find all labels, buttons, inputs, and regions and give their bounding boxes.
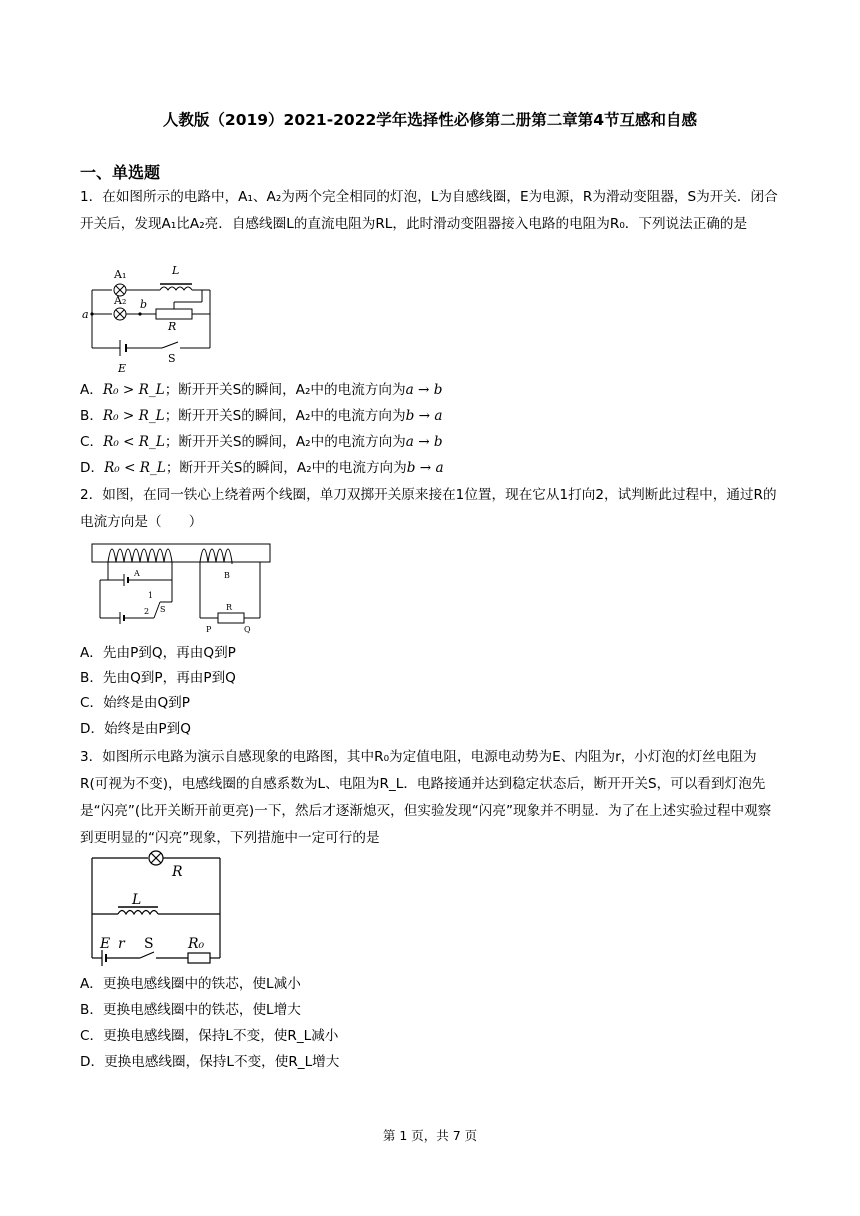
q3-option-c[interactable]: C．更换电感线圈，保持L不变，使R_L减小: [80, 1028, 339, 1044]
label-e: E: [118, 362, 127, 375]
question-number: 2．: [80, 487, 103, 503]
q2-option-c[interactable]: C．始终是由Q到P: [80, 695, 190, 711]
q2-option-d[interactable]: D．始终是由P到Q: [80, 721, 191, 737]
circuit-figure-3: [84, 848, 230, 968]
label-switch-s: S: [144, 936, 154, 952]
label-b: b: [140, 298, 148, 311]
question-stem: 如图所示电路为演示自感现象的电路图，其中R₀为定值电阻，电源电动势为E、内阻为r，小灯泡的灯丝电阻为R(可视为不变)，电感线圈的自感系数为L、电阻为R_L．电路接通并达到稳定状态后，断开开关S，可以看到灯泡先是“闪亮”(比开关断开前更亮)一下，然后才逐渐熄灭，但实验发现“闪亮”现象并不明显．为了在上述实验过程中观察到更明显的“闪亮”现象，下列措施中一定可行的是: [80, 749, 772, 846]
question-number: 1．: [80, 189, 103, 205]
question-1-text: [80, 184, 780, 238]
question-stem: 如图，在同一铁心上绕着两个线圈，单刀双掷开关原来接在1位置，现在它从1打向2，试判断此过程中，通过R的电流方向是（ ）: [80, 487, 777, 530]
label-inductor-l: L: [132, 892, 142, 908]
label-position-1: 1: [148, 591, 154, 600]
label-emf-e: E: [100, 936, 111, 952]
label-a: a: [82, 308, 89, 321]
page-footer: 第 1 页，共 7 页: [382, 1128, 478, 1143]
label-internal-r: r: [118, 936, 125, 952]
q3-option-d[interactable]: D．更换电感线圈，保持L不变，使R_L增大: [80, 1054, 340, 1070]
label-switch-s: S: [160, 605, 166, 614]
label-l: L: [172, 264, 180, 277]
q1-option-d[interactable]: D．R₀ < R_L；断开开关S的瞬间，A₂中的电流方向为b → a: [80, 460, 444, 476]
q2-option-a[interactable]: A．先由P到Q，再由Q到P: [80, 645, 236, 661]
document-title: 人教版（2019）2021-2022学年选择性必修第二册第二章第4节互感和自感: [162, 111, 698, 129]
question-2-text: [80, 482, 780, 536]
question-stem: 在如图所示的电路中，A₁、A₂为两个完全相同的灯泡，L为自感线圈，E为电源，R为滑动变阻器，S为开关．闭合开关后，发现A₁比A₂亮．自感线圈L的直流电阻为RL，此时滑动变阻器接入电路的电阻为R₀．下列说法正确的是: [80, 189, 778, 232]
label-a1: A₁: [114, 268, 127, 281]
q3-option-a[interactable]: A．更换电感线圈中的铁芯，使L减小: [80, 976, 301, 992]
label-position-2: 2: [144, 607, 150, 616]
label-r0: R₀: [188, 936, 205, 952]
section-heading: 一、单选题: [80, 163, 161, 182]
question-number: 3．: [80, 749, 103, 765]
label-s: S: [168, 352, 176, 365]
label-a2: A₂: [114, 294, 127, 307]
q1-option-a[interactable]: A．R₀ > R_L；断开开关S的瞬间，A₂中的电流方向为a → b: [80, 382, 443, 398]
label-coil-b: B: [224, 571, 230, 580]
label-resistor-r: R: [226, 603, 233, 612]
q1-option-b[interactable]: B．R₀ > R_L；断开开关S的瞬间，A₂中的电流方向为b → a: [80, 408, 443, 424]
q3-option-b[interactable]: B．更换电感线圈中的铁芯，使L增大: [80, 1002, 301, 1018]
q2-option-b[interactable]: B．先由Q到P，再由P到Q: [80, 670, 236, 686]
label-r: R: [168, 320, 177, 333]
label-lamp-r: R: [172, 864, 183, 880]
label-coil-a: A: [134, 569, 140, 578]
label-q: Q: [244, 625, 251, 634]
q1-option-c[interactable]: C．R₀ < R_L；断开开关S的瞬间，A₂中的电流方向为a → b: [80, 434, 443, 450]
question-3-text: [80, 744, 780, 852]
coupled-coils-figure: [84, 540, 280, 640]
label-p: P: [206, 625, 212, 634]
circuit-figure-1: [80, 262, 220, 378]
